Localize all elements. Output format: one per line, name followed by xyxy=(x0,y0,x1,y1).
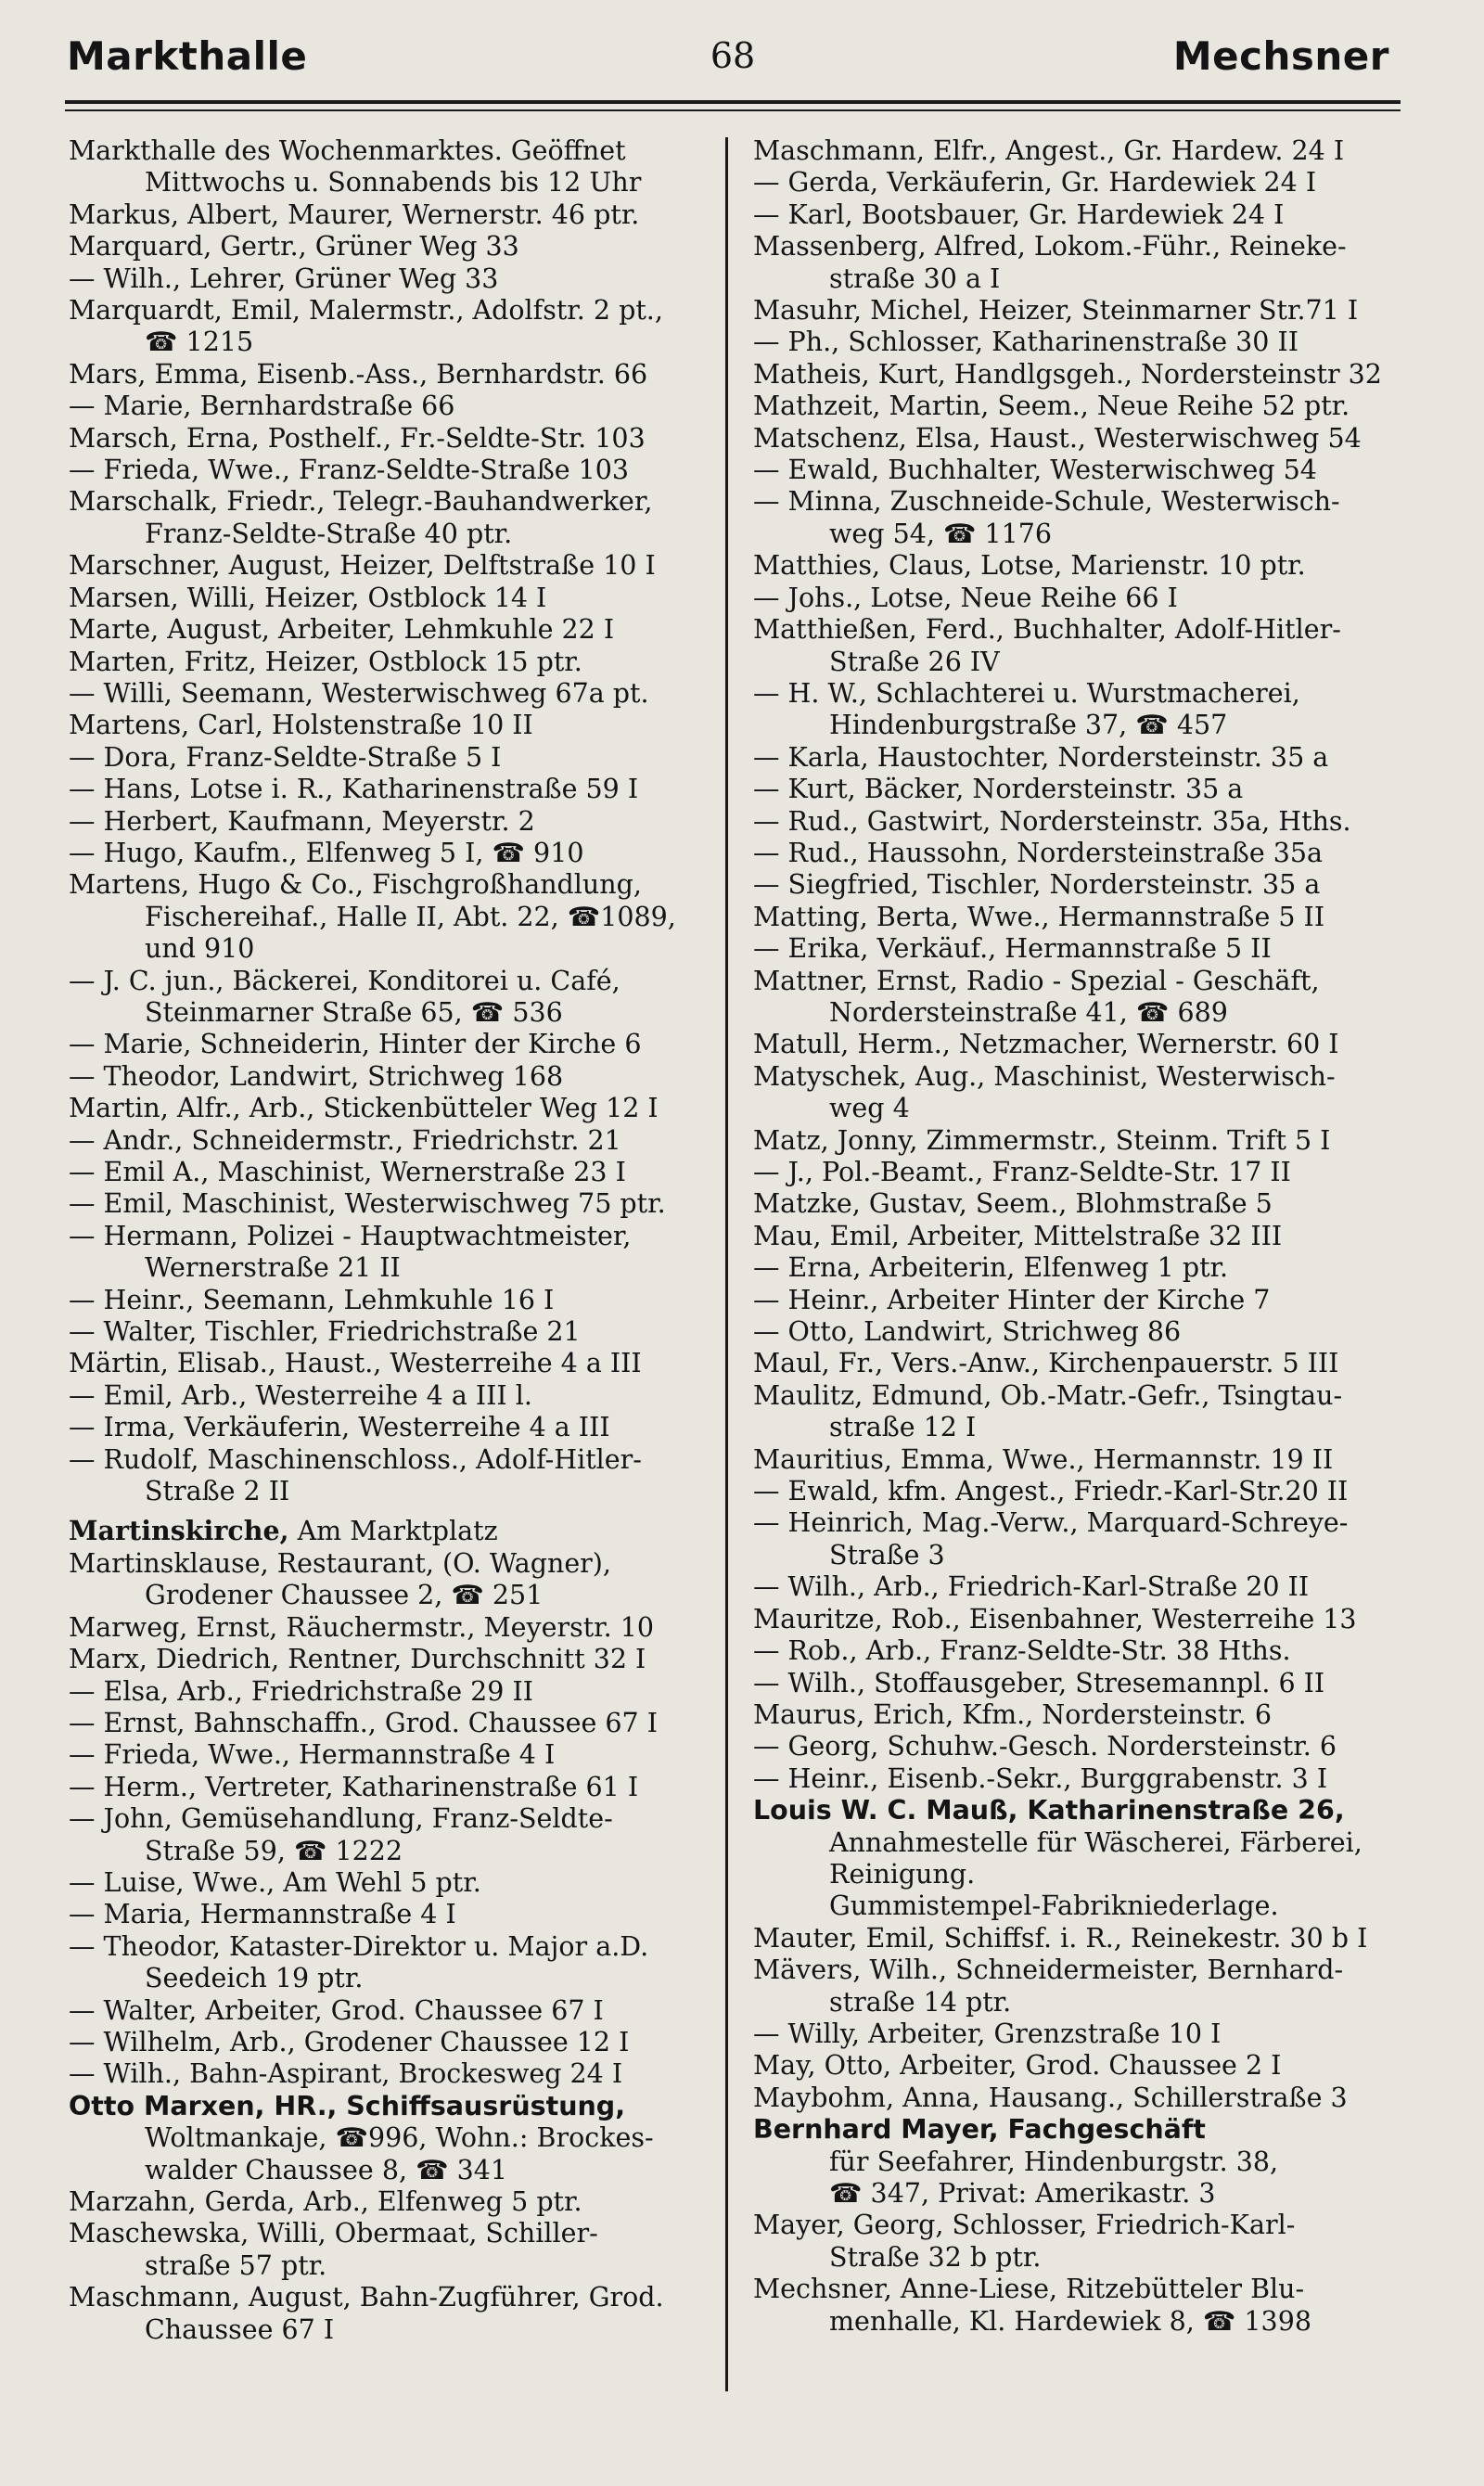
entry-line: — Heinr., Arbeiter Hinter der Kirche 7 xyxy=(753,1284,1271,1315)
entry-line: — Kurt, Bäcker, Nordersteinstr. 35 a xyxy=(753,774,1244,805)
entry-line: — John, Gemüsehandlung, Franz-Seldte- xyxy=(69,1803,613,1835)
directory-entry xyxy=(753,2210,1421,2274)
entry-line: Markthalle des Wochenmarktes. Geöffnet xyxy=(69,135,626,166)
page-number: 68 xyxy=(710,35,756,76)
directory-entry xyxy=(69,1444,718,1508)
directory-entry xyxy=(69,1612,718,1644)
entry-line: — Andr., Schneidermstr., Friedrichstr. 21 xyxy=(69,1124,621,1156)
directory-entry xyxy=(753,1221,1421,1252)
directory-entry xyxy=(753,933,1421,965)
directory-entry xyxy=(69,550,718,582)
entry-line: — Wilhelm, Arb., Grodener Chaussee 12 I xyxy=(69,2026,630,2057)
entry-line: Franz-Seldte-Straße 40 ptr. xyxy=(145,518,513,549)
entry-line: — Hermann, Polizei - Hauptwachtmeister, xyxy=(69,1220,632,1251)
directory-entry xyxy=(753,135,1421,167)
directory-entry xyxy=(753,1348,1421,1379)
directory-entry xyxy=(753,1571,1421,1603)
entry-line: — Ewald, kfm. Angest., Friedr.-Karl-Str.20 II xyxy=(753,1476,1349,1507)
entry-line: Marquardt, Emil, Malermstr., Adolfstr. 2 pt., xyxy=(69,295,663,327)
entry-line: — Heinr., Eisenb.-Sekr., Burggrabenstr. 3 I xyxy=(753,1762,1328,1794)
directory-entry xyxy=(753,774,1421,805)
entry-line: Reinigung. xyxy=(829,1858,976,1890)
directory-entry xyxy=(753,869,1421,901)
directory-entry xyxy=(69,1772,718,1803)
entry-line: Otto Marxen, HR., Schiffsausrüstung, xyxy=(69,2090,626,2121)
entry-line: Nordersteinstraße 41, ☎ 689 xyxy=(829,996,1228,1028)
directory-entry xyxy=(69,1515,718,1547)
entry-line: — Rob., Arb., Franz-Seldte-Str. 38 Hths. xyxy=(753,1635,1291,1667)
entry-line: Matthies, Claus, Lotse, Marienstr. 10 ptr. xyxy=(753,550,1306,582)
entry-line: — Otto, Landwirt, Strichweg 86 xyxy=(753,1316,1182,1348)
entry-line: — Rud., Gastwirt, Nordersteinstr. 35a, Hths. xyxy=(753,805,1351,837)
entry-line: — Theodor, Kataster-Direktor u. Major a.D. xyxy=(69,1930,649,1962)
entry-line: Matyschek, Aug., Maschinist, Westerwisch- xyxy=(753,1060,1336,1092)
entry-line: — Maria, Hermannstraße 4 I xyxy=(69,1899,456,1930)
entry-line: — Emil A., Maschinist, Wernerstraße 23 I xyxy=(69,1157,626,1187)
entry-line: — Emil, Maschinist, Westerwischweg 75 ptr. xyxy=(69,1188,666,1220)
directory-entry xyxy=(753,838,1421,869)
entry-line: Mau, Emil, Arbeiter, Mittelstraße 32 III xyxy=(753,1220,1283,1251)
entry-line: Straße 32 b ptr. xyxy=(829,2241,1042,2273)
entry-line: — Elsa, Arb., Friedrichstraße 29 II xyxy=(69,1675,534,1707)
entry-line: — Willi, Seemann, Westerwischweg 67a pt. xyxy=(69,677,649,709)
directory-entry xyxy=(69,966,718,1030)
entry-line: — Frieda, Wwe., Hermannstraße 4 I xyxy=(69,1739,556,1771)
directory-entry xyxy=(69,1644,718,1675)
directory-entry xyxy=(69,1899,718,1930)
directory-entry xyxy=(753,1699,1421,1731)
directory-entry xyxy=(69,359,718,391)
entry-line: Straße 3 xyxy=(829,1539,945,1570)
directory-entry xyxy=(753,1731,1421,1762)
directory-entry xyxy=(69,2282,718,2346)
entry-line: — Herm., Vertreter, Katharinenstraße 61 I xyxy=(69,1771,639,1802)
entry-line: — Dora, Franz-Seldte-Straße 5 I xyxy=(69,741,502,773)
directory-entry xyxy=(753,1604,1421,1635)
entry-line: und 910 xyxy=(145,933,255,965)
directory-entry xyxy=(69,1380,718,1412)
right-column xyxy=(753,135,1421,2338)
entry-line: Masuhr, Michel, Heizer, Steinmarner Str.71 I xyxy=(753,295,1359,327)
directory-entry xyxy=(753,902,1421,933)
entry-line: — Ewald, Buchhalter, Westerwischweg 54 xyxy=(753,455,1317,486)
entry-line: Mittwochs u. Sonnabends bis 12 Uhr xyxy=(145,167,642,199)
entry-line: — Heinrich, Mag.-Verw., Marquard-Schreye- xyxy=(753,1507,1349,1539)
entry-line: — Minna, Zuschneide-Schule, Westerwisch- xyxy=(753,486,1340,518)
entry-line: Martin, Alfr., Arb., Stickenbütteler Weg 12 I xyxy=(69,1093,659,1124)
directory-entry xyxy=(69,1676,718,1708)
entry-line: Mars, Emma, Eisenb.-Ass., Bernhardstr. 66 xyxy=(69,358,648,390)
advertisement-entry xyxy=(69,2091,718,2186)
entry-line: — Wilh., Arb., Friedrich-Karl-Straße 20 II xyxy=(753,1571,1310,1603)
directory-entry xyxy=(753,1252,1421,1284)
entry-line: — Herbert, Kaufmann, Meyerstr. 2 xyxy=(69,805,535,837)
entry-line: — Wilh., Bahn-Aspirant, Brockesweg 24 I xyxy=(69,2058,623,2090)
directory-entry xyxy=(69,1029,718,1060)
entry-line: — Karl, Bootsbauer, Gr. Hardewiek 24 I xyxy=(753,199,1285,230)
directory-entry xyxy=(753,455,1421,486)
advertisement-entry xyxy=(753,1795,1421,1923)
entry-line: straße 14 ptr. xyxy=(829,1986,1012,2018)
entry-line: weg 54, ☎ 1176 xyxy=(829,518,1053,549)
entry-line: — Marie, Bernhardstraße 66 xyxy=(69,391,455,422)
entry-line: — Gerda, Verkäuferin, Gr. Hardewiek 24 I xyxy=(753,167,1317,199)
directory-entry xyxy=(753,1285,1421,1316)
entry-line: — H. W., Schlachterei u. Wurstmacherei, xyxy=(753,677,1300,709)
directory-entry xyxy=(69,1285,718,1316)
entry-line: Straße 26 IV xyxy=(829,646,1000,677)
directory-entry xyxy=(69,1708,718,1739)
entry-line: Steinmarner Straße 65, ☎ 536 xyxy=(145,996,563,1028)
entry-line: Straße 59, ☎ 1222 xyxy=(145,1835,403,1866)
entry-line: Maschmann, August, Bahn-Zugführer, Grod. xyxy=(69,2282,664,2313)
directory-entry xyxy=(753,391,1421,422)
entry-line: Fischereihaf., Halle II, Abt. 22, ☎1089, xyxy=(145,901,676,932)
entry-line: Matting, Berta, Wwe., Hermannstraße 5 II xyxy=(753,901,1325,932)
directory-entry xyxy=(69,1188,718,1220)
entry-line: menhalle, Kl. Hardewiek 8, ☎ 1398 xyxy=(829,2305,1311,2337)
directory-entry xyxy=(69,1157,718,1188)
directory-entry xyxy=(69,1739,718,1771)
directory-entry xyxy=(69,2218,718,2282)
directory-entry xyxy=(69,647,718,678)
header-rule-thin xyxy=(65,109,1401,111)
entry-line: — Willy, Arbeiter, Grenzstraße 10 I xyxy=(753,2018,1222,2049)
directory-entry xyxy=(753,1444,1421,1476)
directory-entry xyxy=(753,1125,1421,1157)
directory-entry xyxy=(69,838,718,869)
directory-entry xyxy=(69,1348,718,1379)
entry-line: Annahmestelle für Wäscherei, Färberei, xyxy=(829,1826,1362,1858)
entry-line: — Erika, Verkäuf., Hermannstraße 5 II xyxy=(753,933,1272,965)
entry-line: Matheis, Kurt, Handlgsgeh., Nordersteinstr 32 xyxy=(753,358,1382,390)
directory-entry xyxy=(69,1125,718,1157)
directory-entry xyxy=(753,327,1421,358)
entry-line: — Heinr., Seemann, Lehmkuhle 16 I xyxy=(69,1284,555,1315)
entry-line: Maybohm, Anna, Hausang., Schillerstraße 3 xyxy=(753,2082,1348,2113)
entry-line: Seedeich 19 ptr. xyxy=(145,1963,364,1994)
directory-entry xyxy=(753,1380,1421,1444)
entry-line: Woltmankaje, ☎996, Wohn.: Brockes- xyxy=(145,2122,654,2154)
directory-entry xyxy=(69,2027,718,2058)
directory-entry xyxy=(753,1029,1421,1060)
entry-line: Mayer, Georg, Schlosser, Friedrich-Karl- xyxy=(753,2210,1296,2241)
left-column xyxy=(69,135,718,2346)
entry-line: — Wilh., Stoffausgeber, Stresemannpl. 6 II xyxy=(753,1667,1325,1698)
directory-entry xyxy=(753,678,1421,742)
directory-entry xyxy=(753,1954,1421,2018)
entry-line: Matschenz, Elsa, Haust., Westerwischweg 54 xyxy=(753,422,1362,454)
directory-entry xyxy=(69,423,718,455)
entry-line: — Luise, Wwe., Am Wehl 5 ptr. xyxy=(69,1866,481,1898)
directory-entry xyxy=(69,295,718,359)
directory-entry xyxy=(753,167,1421,199)
entry-line: Märtin, Elisab., Haust., Westerreihe 4 a III xyxy=(69,1348,642,1379)
entry-line: Matz, Jonny, Zimmermstr., Steinm. Trift 5 I xyxy=(753,1124,1331,1156)
directory-entry xyxy=(69,135,718,199)
directory-entry xyxy=(69,614,718,646)
entry-line: Marschner, August, Heizer, Delftstraße 10 I xyxy=(69,550,656,582)
entry-line: — Walter, Arbeiter, Grod. Chaussee 67 I xyxy=(69,1994,604,2026)
directory-entry xyxy=(69,774,718,805)
directory-entry xyxy=(69,869,718,965)
entry-line: Mechsner, Anne-Liese, Ritzebütteler Blu- xyxy=(753,2274,1305,2305)
entry-line: straße 12 I xyxy=(829,1412,977,1443)
entry-line: — J. C. jun., Bäckerei, Konditorei u. Café, xyxy=(69,965,620,996)
entry-line: Maschmann, Elfr., Angest., Gr. Hardew. 24 I xyxy=(753,135,1345,166)
entry-line: Marx, Diedrich, Rentner, Durchschnitt 32 I xyxy=(69,1644,646,1675)
directory-entry xyxy=(69,710,718,741)
directory-entry xyxy=(753,1763,1421,1795)
directory-entry xyxy=(69,1931,718,1995)
entry-line: Martens, Carl, Holstenstraße 10 II xyxy=(69,710,533,741)
directory-entry xyxy=(753,583,1421,614)
entry-line: Matthießen, Ferd., Buchhalter, Adolf-Hitler- xyxy=(753,614,1341,646)
entry-line: — Karla, Haustochter, Nordersteinstr. 35 a xyxy=(753,741,1329,773)
directory-entry xyxy=(753,2274,1421,2338)
entry-line: Marsen, Willi, Heizer, Ostblock 14 I xyxy=(69,582,547,613)
entry-line: Marzahn, Gerda, Arb., Elfenweg 5 ptr. xyxy=(69,2186,582,2217)
directory-entry xyxy=(753,231,1421,295)
directory-entry xyxy=(69,1061,718,1093)
entry-line: Marte, August, Arbeiter, Lehmkuhle 22 I xyxy=(69,614,615,646)
entry-line: — Irma, Verkäuferin, Westerreihe 4 a III xyxy=(69,1412,610,1443)
entry-line: Maschewska, Willi, Obermaat, Schiller- xyxy=(69,2218,598,2249)
header-rule-thick xyxy=(65,100,1401,104)
entry-line: Maulitz, Edmund, Ob.-Matr.-Gefr., Tsingtau- xyxy=(753,1379,1343,1411)
directory-entry xyxy=(753,1061,1421,1125)
entry-line: Mattner, Ernst, Radio - Spezial - Geschäft, xyxy=(753,965,1320,996)
directory-entry xyxy=(69,1316,718,1348)
directory-entry xyxy=(753,423,1421,455)
directory-entry xyxy=(753,1668,1421,1699)
directory-entry xyxy=(753,1316,1421,1348)
directory-entry xyxy=(69,806,718,838)
entry-line: Chaussee 67 I xyxy=(145,2313,335,2345)
header-right-keyword: Mechsner xyxy=(1172,33,1389,79)
directory-entry xyxy=(69,1867,718,1899)
entry-line: Martinsklause, Restaurant, (O. Wagner), xyxy=(69,1547,611,1579)
entry-line: — Theodor, Landwirt, Strichweg 168 xyxy=(69,1060,564,1092)
entry-line: — Frieda, Wwe., Franz-Seldte-Straße 103 xyxy=(69,455,630,486)
entry-line: Mauritze, Rob., Eisenbahner, Westerreihe 13 xyxy=(753,1603,1357,1634)
entry-line: Martens, Hugo & Co., Fischgroßhandlung, xyxy=(69,869,642,901)
directory-entry xyxy=(69,2058,718,2090)
directory-entry xyxy=(69,583,718,614)
entry-line: — Johs., Lotse, Neue Reihe 66 I xyxy=(753,582,1178,613)
directory-entry xyxy=(753,359,1421,391)
entry-line: Markus, Albert, Maurer, Wernerstr. 46 ptr. xyxy=(69,199,640,230)
advertisement-entry xyxy=(753,2114,1421,2210)
directory-entry xyxy=(753,1188,1421,1220)
entry-line: Straße 2 II xyxy=(145,1476,290,1507)
entry-line: Grodener Chaussee 2, ☎ 251 xyxy=(145,1580,544,1611)
directory-entry xyxy=(753,2050,1421,2082)
entry-line: Marweg, Ernst, Räuchermstr., Meyerstr. 10 xyxy=(69,1611,655,1643)
entry-line: — Ernst, Bahnschaffn., Grod. Chaussee 67 I xyxy=(69,1707,658,1738)
directory-entry xyxy=(69,231,718,263)
directory-entry xyxy=(69,391,718,422)
directory-entry xyxy=(753,2018,1421,2050)
entry-line: — Siegfried, Tischler, Nordersteinstr. 35 a xyxy=(753,869,1321,901)
entry-line: Maul, Fr., Vers.-Anw., Kirchenpauerstr. 5 III xyxy=(753,1348,1339,1379)
entry-line: — Ph., Schlosser, Katharinenstraße 30 II xyxy=(753,327,1299,358)
directory-entry xyxy=(69,486,718,550)
entry-line: weg 4 xyxy=(829,1093,910,1124)
entry-line: Mathzeit, Martin, Seem., Neue Reihe 52 ptr. xyxy=(753,391,1350,422)
entry-line: Hindenburgstraße 37, ☎ 457 xyxy=(829,710,1228,741)
directory-entry xyxy=(753,966,1421,1030)
entry-line: straße 57 ptr. xyxy=(145,2249,327,2281)
entry-line: — J., Pol.-Beamt., Franz-Seldte-Str. 17 II xyxy=(753,1157,1291,1187)
directory-entry xyxy=(69,1548,718,1612)
column-divider xyxy=(725,137,728,2391)
entry-line: Marquard, Gertr., Grüner Weg 33 xyxy=(69,231,519,263)
directory-entry xyxy=(753,550,1421,582)
directory-entry xyxy=(69,199,718,231)
entry-line: — Hugo, Kaufm., Elfenweg 5 I, ☎ 910 xyxy=(69,837,584,868)
directory-entry xyxy=(69,1221,718,1285)
entry-line: Marsch, Erna, Posthelf., Fr.-Seldte-Str. 103 xyxy=(69,422,646,454)
header-left-keyword: Markthalle xyxy=(67,33,308,79)
entry-line: Louis W. C. Mauß, Katharinenstraße 26, xyxy=(753,1795,1345,1826)
entry-line: — Walter, Tischler, Friedrichstraße 21 xyxy=(69,1316,581,1348)
entry-line: Mauter, Emil, Schiffsf. i. R., Reinekestr. 30 b I xyxy=(753,1922,1368,1954)
directory-entry xyxy=(69,1093,718,1124)
entry-line: — Marie, Schneiderin, Hinter der Kirche 6 xyxy=(69,1029,642,1060)
directory-entry xyxy=(69,263,718,295)
directory-entry xyxy=(753,1923,1421,1954)
entry-line: Matzke, Gustav, Seem., Blohmstraße 5 xyxy=(753,1188,1273,1220)
directory-entry xyxy=(753,2082,1421,2114)
directory-entry xyxy=(753,1635,1421,1667)
entry-line: walder Chaussee 8, ☎ 341 xyxy=(145,2154,508,2185)
entry-line: Bernhard Mayer, Fachgeschäft xyxy=(753,2114,1206,2146)
entry-line: Matull, Herm., Netzmacher, Wernerstr. 60 I xyxy=(753,1029,1339,1060)
entry-line: May, Otto, Arbeiter, Grod. Chaussee 2 I xyxy=(753,2050,1282,2082)
entry-line: für Seefahrer, Hindenburgstr. 38, xyxy=(829,2146,1279,2177)
page-header xyxy=(0,26,1484,91)
directory-entry xyxy=(753,742,1421,774)
entry-line: — Emil, Arb., Westerreihe 4 a III l. xyxy=(69,1379,532,1411)
entry-line: — Rud., Haussohn, Nordersteinstraße 35a xyxy=(753,837,1324,868)
entry-line: ☎ 1215 xyxy=(145,327,254,358)
entry-line: ☎ 347, Privat: Amerikastr. 3 xyxy=(829,2178,1216,2209)
directory-entry xyxy=(753,614,1421,678)
directory-entry xyxy=(753,199,1421,231)
directory-entry xyxy=(69,1995,718,2027)
entry-line: Mauritius, Emma, Wwe., Hermannstr. 19 II xyxy=(753,1443,1334,1475)
directory-entry xyxy=(753,486,1421,550)
entry-line: Mävers, Wilh., Schneidermeister, Bernhard- xyxy=(753,1954,1344,1986)
directory-entry xyxy=(69,1803,718,1867)
directory-entry xyxy=(753,1507,1421,1571)
entry-line: — Hans, Lotse i. R., Katharinenstraße 59 I xyxy=(69,774,639,805)
directory-entry xyxy=(69,678,718,710)
entry-line: Marschalk, Friedr., Telegr.-Bauhandwerker, xyxy=(69,486,653,518)
entry-line: Marten, Fritz, Heizer, Ostblock 15 ptr. xyxy=(69,646,582,677)
entry-line: — Rudolf, Maschinenschloss., Adolf-Hitler- xyxy=(69,1443,642,1475)
directory-entry xyxy=(69,742,718,774)
entry-line: Martinskirche, Am Marktplatz xyxy=(69,1515,498,1547)
directory-entry xyxy=(753,1157,1421,1188)
entry-line: straße 30 a I xyxy=(829,263,1001,294)
entry-line: Maurus, Erich, Kfm., Nordersteinstr. 6 xyxy=(753,1698,1272,1730)
entry-line: Gummistempel-Fabrikniederlage. xyxy=(829,1890,1279,1922)
entry-line: — Erna, Arbeiterin, Elfenweg 1 ptr. xyxy=(753,1252,1229,1284)
directory-entry xyxy=(753,1476,1421,1507)
entry-line: — Georg, Schuhw.-Gesch. Nordersteinstr. 6 xyxy=(753,1731,1337,1762)
directory-entry xyxy=(69,1412,718,1443)
entry-line: Wernerstraße 21 II xyxy=(145,1252,401,1284)
entry-line: — Wilh., Lehrer, Grüner Weg 33 xyxy=(69,263,499,294)
directory-entry xyxy=(69,455,718,486)
entry-line: Massenberg, Alfred, Lokom.-Führ., Reineke- xyxy=(753,231,1347,263)
directory-entry xyxy=(753,295,1421,327)
directory-entry xyxy=(753,806,1421,838)
directory-entry xyxy=(69,2186,718,2218)
